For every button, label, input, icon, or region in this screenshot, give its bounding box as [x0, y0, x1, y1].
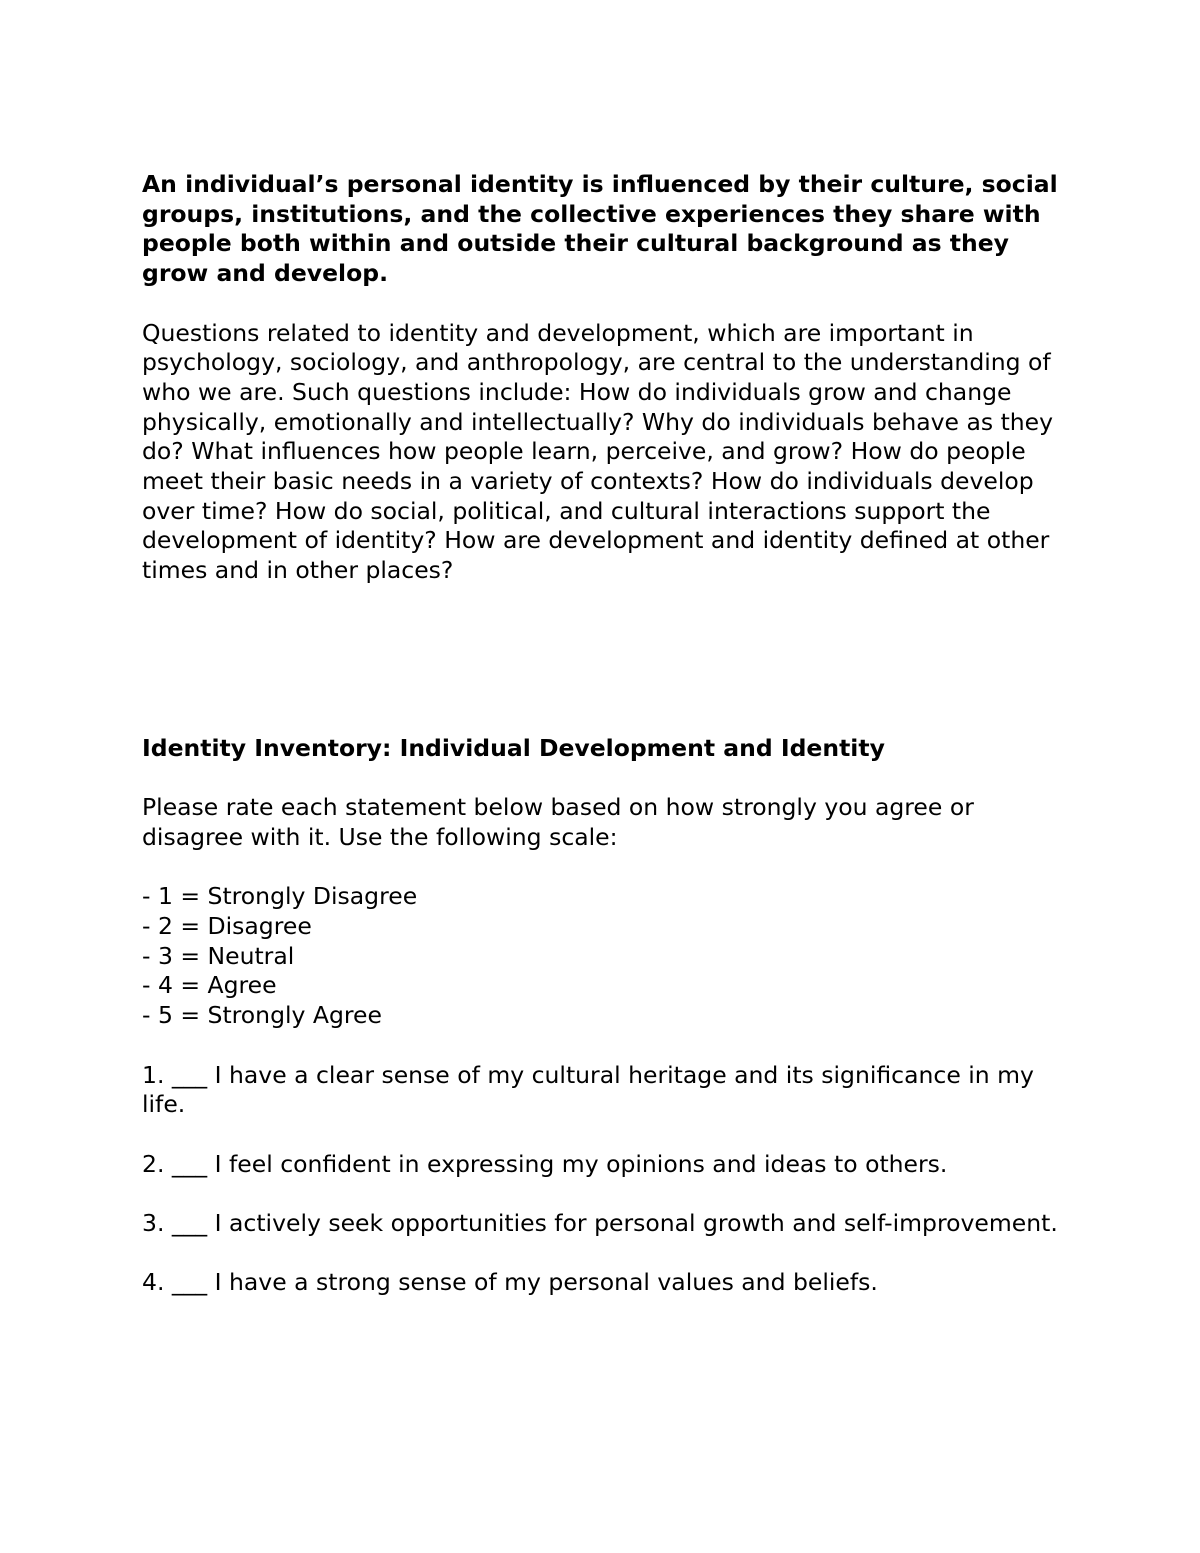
statement-1: 1. ___ I have a clear sense of my cultural heritage and its significance in my life.	[142, 1060, 1034, 1119]
intro-paragraph: An individual’s personal identity is influenced by their culture, social groups, institutions, and the collective experiences they share with people both within and outside their cultural background as they grow and develop.	[142, 170, 1058, 288]
scale-item: - 3 = Neutral	[142, 941, 295, 970]
scale-item: - 4 = Agree	[142, 971, 277, 1000]
statement-4: 4. ___ I have a strong sense of my personal values and beliefs.	[142, 1268, 878, 1297]
rating-scale-list	[142, 882, 1072, 1031]
document-page	[142, 170, 1072, 1328]
scale-item: - 5 = Strongly Agree	[142, 1001, 382, 1030]
scale-item: - 1 = Strongly Disagree	[142, 882, 418, 911]
inventory-instructions: Please rate each statement below based on how strongly you agree or disagree with it. Use the following scale:	[142, 793, 974, 851]
statement-2: 2. ___ I feel confident in expressing my opinions and ideas to others.	[142, 1149, 948, 1178]
scale-item: - 2 = Disagree	[142, 912, 312, 941]
inventory-title: Identity Inventory: Individual Development and Identity	[142, 733, 885, 762]
statement-3: 3. ___ I actively seek opportunities for personal growth and self-improvement.	[142, 1209, 1058, 1237]
questions-paragraph: Questions related to identity and development, which are important in psychology, sociology, and anthropology, are central to the understanding of who we are. Such questions include: How do individuals grow and change physically, emotionally and intellectually? Why do individuals behave as they do? What influences how people learn, perceive, and grow? How do people meet their basic needs in a variety of contexts? How do individuals develop over time? How do social, political, and cultural interactions support the development of identity? How are development and identity defined at other times and in other places?	[142, 318, 1054, 585]
